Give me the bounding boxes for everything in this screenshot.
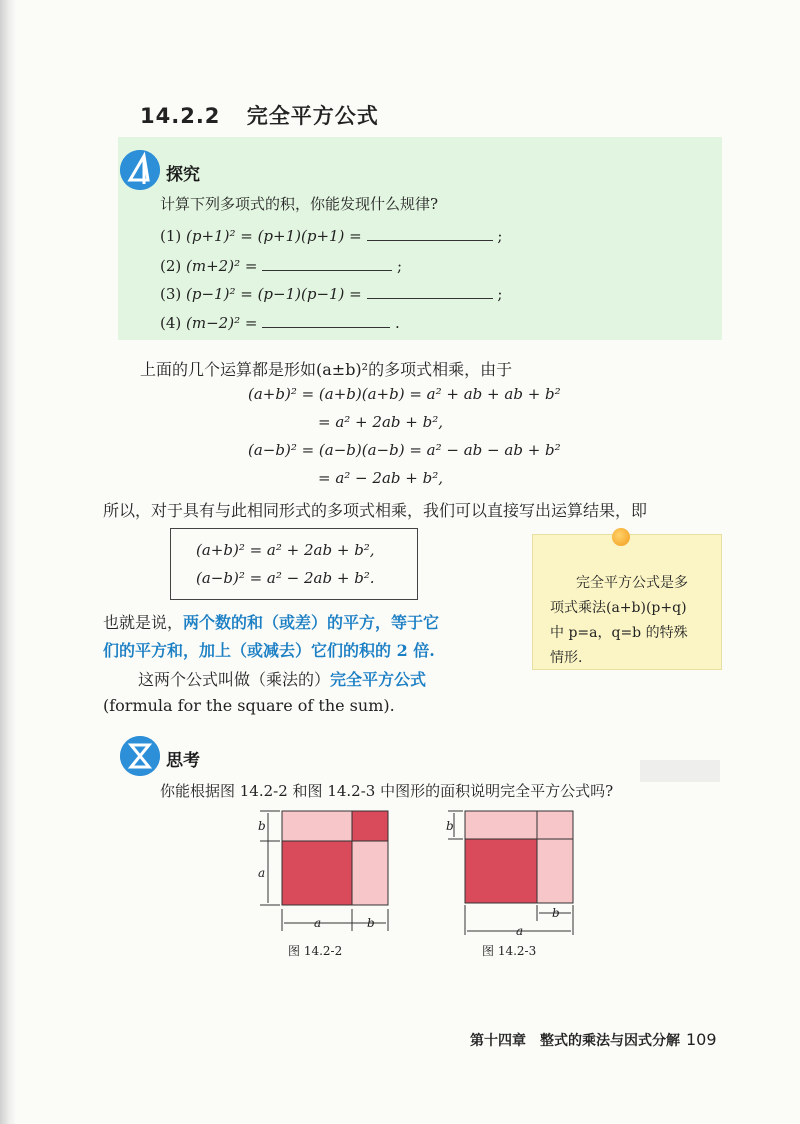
label-b-vertical: b [258, 819, 266, 833]
derivation-line: (a+b)² = (a+b)(a+b) = a² + ab + ab + b² [248, 385, 561, 403]
note-line: 情形. [550, 650, 583, 666]
question-label: (4) [160, 314, 182, 332]
rect-ab-right [352, 841, 388, 905]
question-end: ; [396, 257, 403, 275]
explore-prompt: 计算下列多项式的积，你能发现什么规律? [160, 195, 439, 213]
formula-sum: (a+b)² = a² + 2ab + b², [196, 541, 375, 559]
rect-a-squared [282, 841, 352, 905]
formula-difference: (a−b)² = a² − 2ab + b². [196, 569, 375, 587]
derivation-line: = a² + 2ab + b², [318, 413, 443, 431]
chapter-title: 第十四章 整式的乘法与因式分解 [470, 1033, 680, 1049]
rect-b-squared [352, 811, 388, 841]
rect-ab-top [282, 811, 352, 841]
rect-inner-square [465, 839, 537, 903]
think-icon [120, 736, 160, 776]
think-heading: 思考 [166, 751, 200, 771]
question-4 [160, 313, 400, 332]
label-a-horizontal: a [516, 924, 524, 938]
question-1 [160, 226, 502, 245]
page-number: 109 [686, 1030, 717, 1049]
answer-blank[interactable] [367, 284, 493, 299]
statement-prefix: 也就是说， [103, 613, 184, 632]
explore-heading: 探究 [166, 165, 200, 185]
derivation-line: = a² − 2ab + b², [318, 469, 443, 487]
question-end: ; [497, 285, 503, 303]
question-expr: (m−2)² = [186, 314, 258, 332]
label-b-horizontal: b [552, 906, 560, 920]
question-expr: (p+1)² = (p+1)(p+1) = [186, 227, 362, 245]
statement-line-1 [103, 610, 439, 633]
derivation-line: (a−b)² = (a−b)(a−b) = a² − ab − ab + b² [248, 441, 561, 459]
question-label: (1) [160, 227, 182, 245]
question-expr: (m+2)² = [186, 257, 258, 275]
question-3 [160, 284, 502, 303]
intro-paragraph: 上面的几个运算都是形如(a±b)²的多项式相乘，由于 [140, 360, 513, 379]
question-end: ; [497, 227, 503, 245]
question-2 [160, 256, 402, 275]
label-a-vertical: a [258, 866, 266, 880]
note-line: 中 p=a，q=b 的特殊 [550, 625, 688, 641]
page-binding-edge [0, 0, 16, 1124]
label-a-horizontal: a [314, 916, 322, 930]
note-line: 完全平方公式是多 [576, 575, 688, 591]
pin-icon [612, 528, 630, 546]
question-label: (3) [160, 285, 182, 303]
answer-blank[interactable] [262, 256, 392, 271]
label-b-vertical: b [446, 819, 454, 833]
question-end: . [394, 314, 400, 332]
bleed-through [640, 760, 720, 782]
page-footer [470, 1030, 717, 1050]
section-title [140, 100, 379, 130]
label-b-horizontal: b [367, 916, 375, 930]
note-line: 项式乘法(a+b)(p+q) [550, 600, 687, 616]
english-name: (formula for the square of the sum). [103, 696, 395, 715]
naming-line [138, 667, 426, 690]
formula-name: 完全平方公式 [330, 670, 427, 689]
so-paragraph: 所以，对于具有与此相同形式的多项式相乘，我们可以直接写出运算结果，即 [103, 501, 648, 520]
figure-caption: 图 14.2-3 [482, 944, 537, 958]
naming-prefix: 这两个公式叫做（乘法的） [138, 670, 331, 689]
statement-highlight: 两个数的和（或差）的平方，等于它 [183, 613, 440, 632]
figure-caption: 图 14.2-2 [288, 944, 343, 958]
figure-14-2-2 [240, 805, 400, 940]
explore-icon [120, 150, 160, 190]
figure-14-2-3 [440, 805, 590, 940]
section-name: 完全平方公式 [246, 104, 379, 128]
question-label: (2) [160, 257, 182, 275]
section-number: 14.2.2 [140, 104, 221, 128]
question-expr: (p−1)² = (p−1)(p−1) = [186, 285, 362, 303]
think-question: 你能根据图 14.2-2 和图 14.2-3 中图形的面积说明完全平方公式吗? [160, 782, 614, 800]
answer-blank[interactable] [262, 313, 390, 328]
formula-box [170, 528, 418, 600]
answer-blank[interactable] [367, 226, 493, 241]
statement-highlight: 们的平方和，加上（或减去）它们的积的 2 倍. [103, 641, 435, 660]
